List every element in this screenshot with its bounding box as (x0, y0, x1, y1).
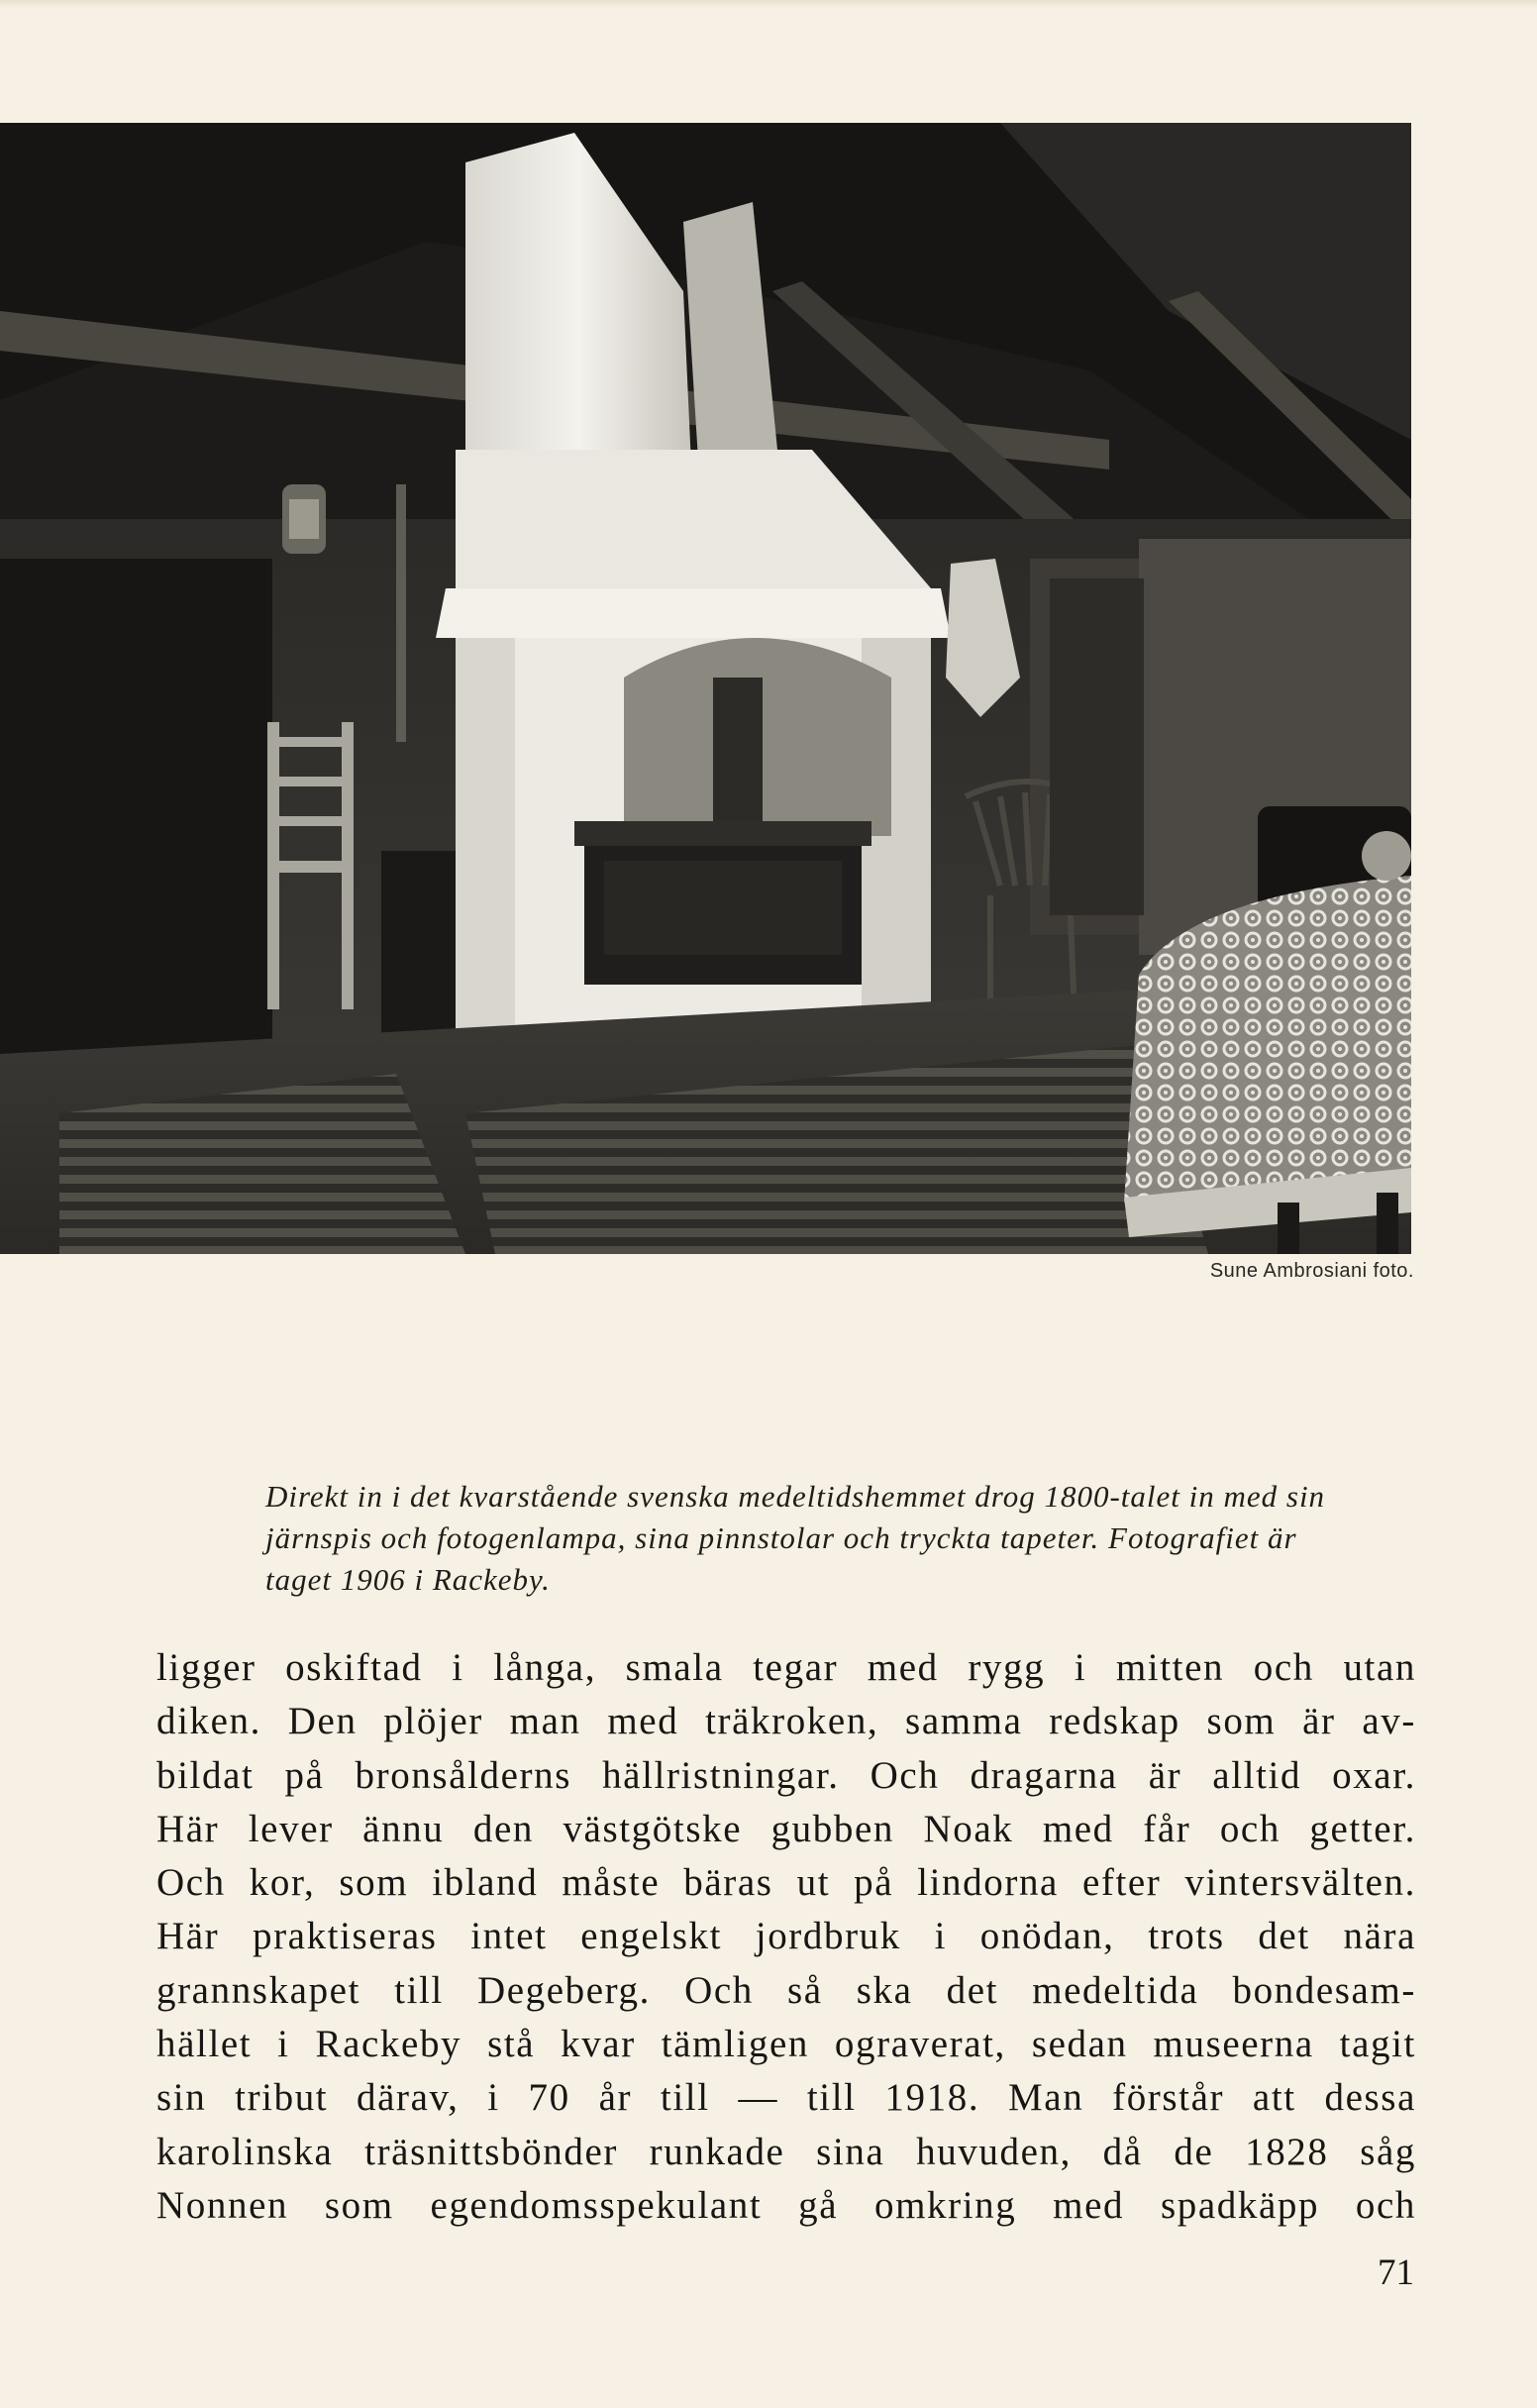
stove-pipe (713, 678, 763, 836)
page-top-edge (0, 0, 1537, 8)
body-line: sin tribut därav, i 70 år till — till 1918. Man förstår att dessa (156, 2076, 1416, 2120)
caption-line: taget 1906 i Rackeby. (265, 1562, 551, 1597)
body-line: diken. Den plöjer man med träkroken, samma redskap som är av- (156, 1700, 1416, 1743)
page-number: 71 (1378, 2252, 1414, 2293)
kerosene-lantern (282, 484, 326, 554)
body-paragraph (156, 1641, 1416, 2233)
body-line: Här lever ännu den västgötske gubben Noak med får och getter. (156, 1807, 1416, 1850)
caption-line: Direkt in i det kvarstående svenska medeltidshemmet drog 1800-talet in med sin (265, 1479, 1326, 1514)
photo-caption (265, 1476, 1414, 1601)
caption-line: järnspis och fotogenlampa, sina pinnstolar och tryckta tapeter. Fotografiet är (265, 1520, 1297, 1555)
body-line: Nonnen som egendomsspekulant gå omkring med spadkäpp och (156, 2183, 1416, 2227)
photo-credit: Sune Ambrosiani foto. (1209, 1260, 1414, 1282)
doorway-left (0, 559, 272, 1074)
interior-photograph (0, 123, 1411, 1254)
body-line: Här praktiseras intet engelskt jordbruk i onödan, trots det nära (156, 1915, 1416, 1958)
body-line: bildat på bronsålderns hällristningar. Och dragarna är alltid oxar. (156, 1753, 1416, 1797)
flower-vase (1362, 831, 1411, 881)
body-line: karolinska träsnittsbönder runkade sina huvuden, då de 1828 såg (156, 2130, 1416, 2173)
photo-illustration (0, 123, 1411, 1254)
body-line: hället i Rackeby stå kvar tämligen ograverat, sedan museerna tagit (156, 2023, 1416, 2066)
body-line: grannskapet till Degeberg. Och så ska det medeltida bondesam- (156, 1968, 1416, 2012)
body-line: Och kor, som ibland måste bäras ut på lindorna efter vintersvälten. (156, 1861, 1416, 1905)
body-line: ligger oskiftad i långa, smala tegar med rygg i mitten och utan (156, 1646, 1416, 1689)
